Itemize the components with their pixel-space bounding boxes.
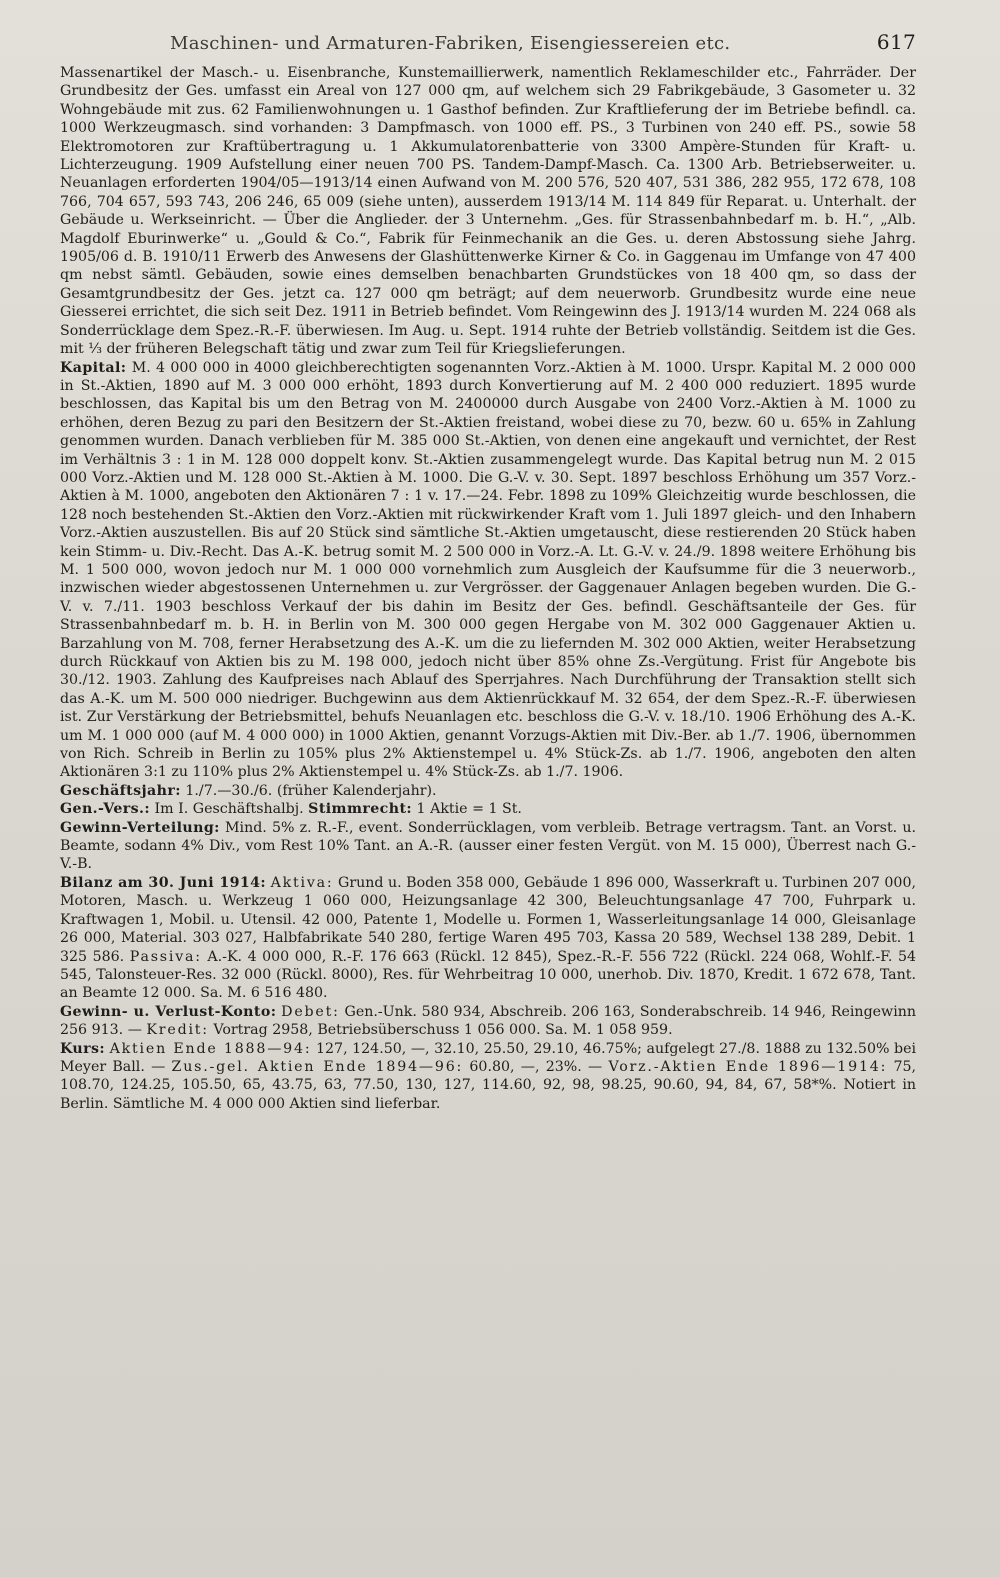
kapital-text: M. 4 000 000 in 4000 gleichberechtigten sogenannten Vorz.-Aktien à M. 1000. Urspr. Kapital M. 2 000 000 in St.-Aktien, 1890 auf M. 3 000 000 erhöht, 1893 durch Konvertierung auf M. 2 400 000 reduziert. 1895 wurde beschlossen, das Kapital bis um den Betrag von M. 2400000 durch Ausgabe von 2400 Vorz.-Aktien à M. 1000 zu erhöhen, deren Bezug zu pari den Besitzern der St.-Aktien freistand, wobei diese zu 70, bezw. 60 u. 65% in Zahlung genommen wurden. Danach verblieben für M. 385 000 St.-Aktien, von denen eine angekauft und vernichtet, der Rest im Verhältnis 3 : 1 in M. 128 000 doppelt konv. St.-Aktien zusammengelegt wurde. Das Kapital betrug nun M. 2 015 000 Vorz.-Aktien und M. 128 000 St.-Aktien à M. 1000. Die G.-V. v. 30. Sept. 1897 beschloss Erhöhung um 357 Vorz.-Aktien à M. 1000, angeboten den Aktionären 7 : 1 v. 17.—24. Febr. 1898 zu 109% Gleichzeitig wurde beschlossen, die 128 noch bestehenden St.-Aktien den Vorz.-Aktien mit rückwirkender Kraft vom 1. Juli 1897 gleich- und den Inhabern Vorz.-Aktien auszustellen. Bis auf 20 Stück sind sämtliche St.-Aktien umgetauscht, diese restierenden 20 Stück haben kein Stimm- u. Div.-Recht. Das A.-K. betrug somit M. 2 500 000 in Vorz.-A. Lt. G.-V. v. 24./9. 1898 weitere Erhöhung bis M. 1 500 000, wovon jedoch nur M. 1 000 000 vornehmlich zum Ausgleich der Kaufsumme für die 3 neuerworb., inzwischen wieder abgestossenen Unternehmen u. zur Vergrösser. der Gaggenauer Anlagen begeben wurden. Die G.-V. v. 7./11. 1903 beschloss Verkauf der bis dahin im Besitz der Ges. befindl. Geschäftsanteile der Ges. für Strassenbahnbedarf m. b. H. in Berlin von M. 300 000 gegen Hergabe von M. 302 000 Gaggenauer Aktien u. Barzahlung von M. 708, ferner Herabsetzung des A.-K. um die zu liefernden M. 302 000 Aktien, weiter Herabsetzung durch Rückkauf von Aktien bis zu M. 198 000, jedoch nicht über 85% ohne Zs.-Vergütung. Frist für Angebote bis 30./12. 1903. Zahlung des Kaufpreises nach Ablauf des Sperrjahres. Nach Durchführung der Transaktion stellt sich das A.-K. um M. 500 000 niedriger. Buchgewinn aus dem Aktienrückkauf M. 32 654, der dem Spez.-R.-F. überwiesen ist. Zur Verstärkung der Betriebsmittel, behufs Neuanlagen etc. beschloss die G.-V. v. 18./10. 1906 Erhöhung des A.-K. um M. 1 000 000 (auf M. 4 000 000) in 1000 Aktien, genannt Vorzugs-Aktien mit Div.-Ber. ab 1./7. 1906, übernommen von Rich. Schreib in Berlin zu 105% plus 2% Aktienstempel u. 4% Stück-Zs. ab 1./7. 1906, angeboten den alten Aktionären 3:1 zu 110% plus 2% Aktienstempel u. 4% Stück-Zs. ab 1./7. 1906.	[60, 359, 916, 781]
running-head-title: Maschinen- und Armaturen-Fabriken, Eisengiessereien etc.	[170, 33, 731, 54]
geschaeftsjahr-text: 1./7.—30./6. (früher Kalenderjahr).	[185, 782, 437, 799]
running-head	[60, 30, 916, 54]
page-number: 617	[876, 30, 916, 54]
kurs-section	[60, 1040, 916, 1114]
kurs-aktien-label: Aktien Ende 1888—94:	[109, 1040, 312, 1057]
gen-vers-label: Gen.-Vers.:	[60, 801, 151, 818]
bilanz-section	[60, 874, 916, 1003]
kurs-label: Kurs:	[60, 1040, 106, 1057]
gewinn-verteilung-text: Mind. 5% z. R.-F., event. Sonderrücklagen, vom verbleib. Betrage vertragsm. Tant. an Vorst. u. Beamte, sodann 4% Div., vom Rest 10% Tant. an A.-R. (ausser einer festen Vergüt. von M. 15 000), Überrest nach G.-V.-B.	[60, 819, 917, 873]
kurs-text-2: 60.80, —, 23%. —	[469, 1058, 603, 1075]
stimmrecht-label: Stimmrecht:	[308, 801, 413, 818]
debet-text: Gen.-Unk. 580 934, Abschreib. 206 163, Sonderabschreib. 14 946, Reingewinn 256 913.	[60, 1003, 917, 1039]
aktiva-label: Aktiva:	[270, 874, 334, 891]
passiva-label: Passiva:	[129, 948, 202, 965]
geschaeftsjahr-label: Geschäftsjahr:	[60, 782, 181, 799]
bilanz-label: Bilanz am 30. Juni 1914:	[60, 874, 267, 891]
gewinn-konto-label: Gewinn- u. Verlust-Konto:	[60, 1003, 277, 1020]
kapital-section	[60, 359, 916, 782]
aktiva-text: Grund u. Boden 358 000, Gebäude 1 896 000, Wasserkraft u. Turbinen 207 000, Motoren, Masch. u. Werkzeug 1 060 000, Heizungsanlage 42 300, Beleuchtungsanlage 47 700, Fuhrpark u. Kraftwagen 1, Mobil. u. Utensil. 42 000, Patente 1, Modelle u. Formen 1, Wasserleitungsanlage 14 000, Gleisanlage 26 000, Material. 303 027, Halbfabrikate 540 280, fertige Waren 495 703, Kassa 20 589, Wechsel 138 289, Debit. 1 325 586.	[60, 874, 916, 965]
gewinn-verteilung-section	[60, 819, 916, 874]
gewinn-verteilung-label: Gewinn-Verteilung:	[60, 819, 220, 836]
intro-paragraph: Massenartikel der Masch.- u. Eisenbranche, Kunstemaillierwerk, namentlich Reklameschilder etc., Fahrräder. Der Grundbesitz der Ges. umfasst ein Areal von 127 000 qm, auf welchem sich 29 Fabrikgebäude, 3 Gasometer u. 32 Wohngebäude mit zus. 62 Familienwohnungen u. 1 Gasthof befinden. Zur Kraftlieferung der im Betriebe befindl. ca. 1000 Werkzeugmasch. sind vorhanden: 3 Dampfmasch. von 1000 eff. PS., 3 Turbinen von 240 eff. PS., sowie 58 Elektromotoren zur Kraftübertragung u. 1 Akkumulatorenbatterie von 3300 Ampère-Stunden für Kraft- u. Lichterzeugung. 1909 Aufstellung einer neuen 700 PS. Tandem-Dampf-Masch. Ca. 1300 Arb. Betriebserweiter. u. Neuanlagen erforderten 1904/05—1913/14 einen Aufwand von M. 200 576, 520 407, 531 386, 282 955, 172 678, 108 766, 704 657, 593 743, 206 246, 65 009 (siehe unten), ausserdem 1913/14 M. 114 849 für Reparat. u. Unterhalt. der Gebäude u. Werkseinricht. — Über die Anglieder. der 3 Unternehm. „Ges. für Strassenbahnbedarf m. b. H.“, „Alb. Magdolf Eburinwerke“ u. „Gould & Co.“, Fabrik für Feinmechanik an die Ges. u. deren Abstossung siehe Jahrg. 1905/06 d. B. 1910/11 Erwerb des Anwesens der Glashüttenwerke Kirner & Co. in Gaggenau im Umfange von 47 400 qm nebst sämtl. Gebäuden, sowie eines demselben benachbarten Grundstückes von 18 400 qm, so dass der Gesamtgrundbesitz der Ges. jetzt ca. 127 000 qm beträgt; auf dem neuerworb. Grundbesitz wurde eine neue Giesserei errichtet, die sich seit Dez. 1911 in Betrieb befindet. Vom Reingewinn des J. 1913/14 wurden M. 224 068 als Sonderrücklage dem Spez.-R.-F. überwiesen. Im Aug. u. Sept. 1914 ruhte der Betrieb vollständig. Seitdem ist die Ges. mit ⅓ der früheren Belegschaft tätig und zwar zum Teil für Kriegslieferungen.	[60, 65, 916, 358]
gewinn-konto-section: Gewinn- u. Verlust-Konto: Debet: Gen.-Unk. 580 934, Abschreib. 206 163, Sonderabschreib. 14 946, Reingewinn 256 913. — Kredit: Vortrag 2958, Betriebsüberschuss 1 056 000. Sa. M. 1 058 959.	[60, 1003, 917, 1039]
kurs-vorz-label: Vorz.-Aktien Ende 1896—1914:	[608, 1058, 888, 1075]
stimmrecht-text: 1 Aktie = 1 St.	[416, 801, 522, 818]
passiva-text: A.-K. 4 000 000, R.-F. 176 663 (Rückl. 12 845), Spez.-R.-F. 556 722 (Rückl. 224 068, Wohlf.-F. 54 545, Talonsteuer-Res. 32 000 (Rückl. 8000), Res. für Wehrbeitrag 10 000, unerhob. Div. 1870, Kredit. 1 672 678, Tant. an Beamte 12 000. Sa. M. 6 516 480.	[60, 948, 917, 1002]
geschaeftsjahr-section	[60, 782, 916, 800]
gen-vers-text: Im I. Geschäftshalbj.	[154, 801, 304, 818]
kurs-text-3: 75, 108.70, 124.25, 105.50, 65, 43.75, 63, 77.50, 130, 127, 114.60, 92, 98, 98.25, 90.60, 94, 84, 67, 58*%. Notiert in Berlin. Sämtliche M. 4 000 000 Aktien sind lieferbar.	[60, 1058, 917, 1112]
gen-vers-section	[60, 800, 916, 818]
kurs-text-1: 127, 124.50, —, 32.10, 25.50, 29.10, 46.75%; aufgelegt 27./8. 1888 zu 132.50% bei Meyer Ball. —	[60, 1040, 917, 1075]
kapital-label: Kapital:	[60, 359, 127, 376]
kredit-text: Vortrag 2958, Betriebsüberschuss 1 056 000. Sa. M. 1 058 959.	[213, 1022, 673, 1039]
debet-label: Debet:	[281, 1003, 340, 1020]
kredit-label: Kredit:	[146, 1022, 209, 1039]
body-text	[60, 64, 916, 1113]
kurs-zusgel-label: Zus.-gel. Aktien Ende 1894—96:	[171, 1058, 464, 1075]
